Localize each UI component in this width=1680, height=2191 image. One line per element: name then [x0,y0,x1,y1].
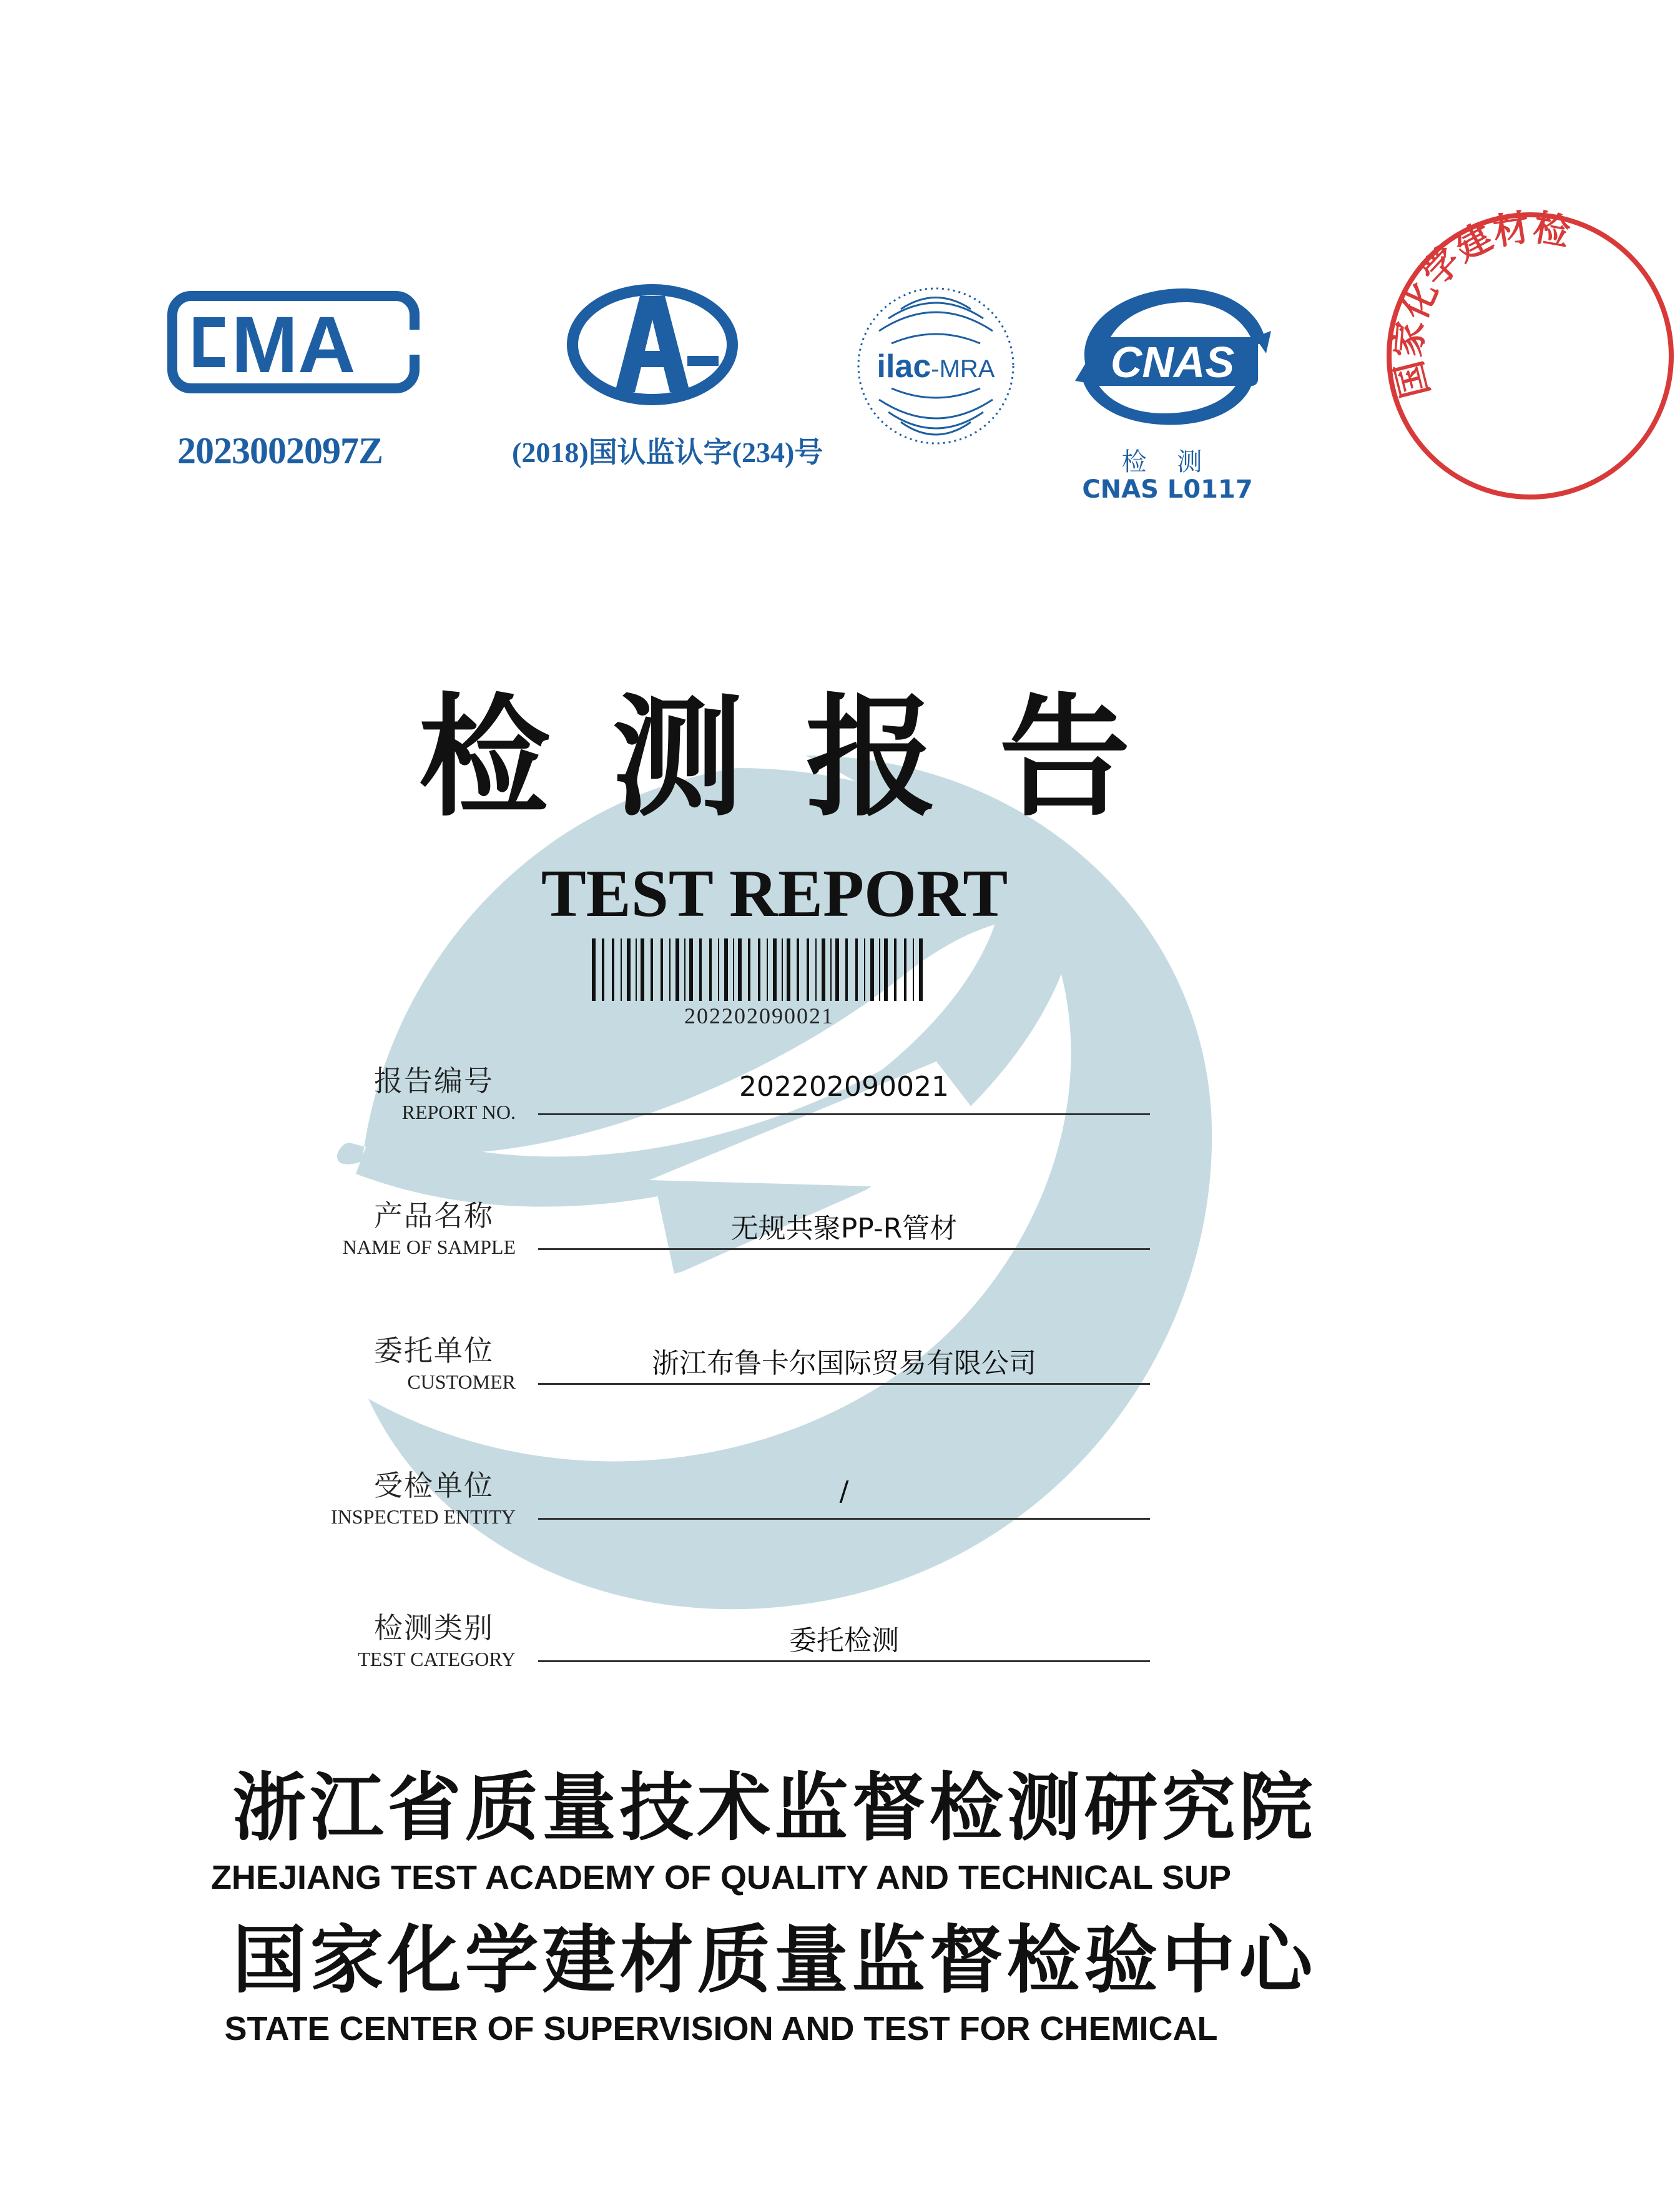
org-name-en-1: ZHEJIANG TEST ACADEMY OF QUALITY AND TECHNICAL SUP [210,1859,1232,1896]
barcode-icon [592,938,926,1001]
label-en: TEST CATEGORY [358,1648,516,1670]
ilac-mra-logo-icon [854,281,1018,451]
label-cn: 报告编号 [374,1064,494,1098]
field-value: 202202090021 [739,1071,949,1103]
svg-text:ilac-MRA: ilac-MRA [877,348,995,385]
field-test-category [0,1605,1549,1680]
cal-code: (2018)国认监认字(234)号 [512,436,823,468]
org-name-cn-2: 国家化学建材质量监督检验中心 [232,1916,1317,2003]
field-value: / [839,1475,849,1507]
org-name-cn-1: 浙江省质量技术监督检测研究院 [232,1764,1317,1851]
barcode-number: 202202090021 [684,1003,834,1028]
field-value: 委托检测 [789,1625,899,1657]
seal-text: 国家化学建材检 [1386,206,1573,402]
field-underline [538,1383,1150,1385]
cnas-caption-cn: 检 测 [1121,448,1214,476]
label-cn: 产品名称 [374,1199,494,1233]
label-cn: 检测类别 [374,1611,494,1645]
field-underline [538,1660,1150,1662]
field-value: 无规共聚PP-R管材 [730,1213,958,1244]
label-en: INSPECTED ENTITY [331,1505,516,1528]
red-seal-stamp [1380,206,1680,506]
label-en: REPORT NO. [401,1101,516,1123]
field-inspected-entity [0,1463,1549,1538]
field-underline [538,1248,1150,1250]
cnas-caption [1061,448,1274,503]
cnas-logo-icon [1068,275,1274,437]
cal-logo-icon [565,282,740,407]
label-en: NAME OF SAMPLE [342,1236,516,1258]
svg-text:国家化学建材检 [1387,206,1573,402]
cnas-caption-code: CNAS L0117 [1082,475,1253,504]
cma-code: 2023002097Z [177,430,383,471]
svg-text:MA: MA [231,300,356,390]
cma-logo-icon [169,292,418,392]
field-report-no [0,1058,1549,1133]
label-cn: 委托单位 [374,1334,494,1367]
label-cn: 受检单位 [374,1469,494,1502]
org-name-en-2: STATE CENTER OF SUPERVISION AND TEST FOR CHEMICAL [224,2010,1218,2047]
svg-text:CNAS: CNAS [1110,338,1235,387]
field-customer [0,1328,1549,1403]
field-value: 浙江布鲁卡尔国际贸易有限公司 [652,1347,1036,1379]
field-name-of-sample [0,1193,1549,1268]
field-underline [538,1113,1150,1115]
title-en: TEST REPORT [541,857,1008,931]
field-underline [538,1518,1150,1520]
title-cn: 检测报告 [418,680,1193,834]
label-en: CUSTOMER [407,1371,516,1393]
